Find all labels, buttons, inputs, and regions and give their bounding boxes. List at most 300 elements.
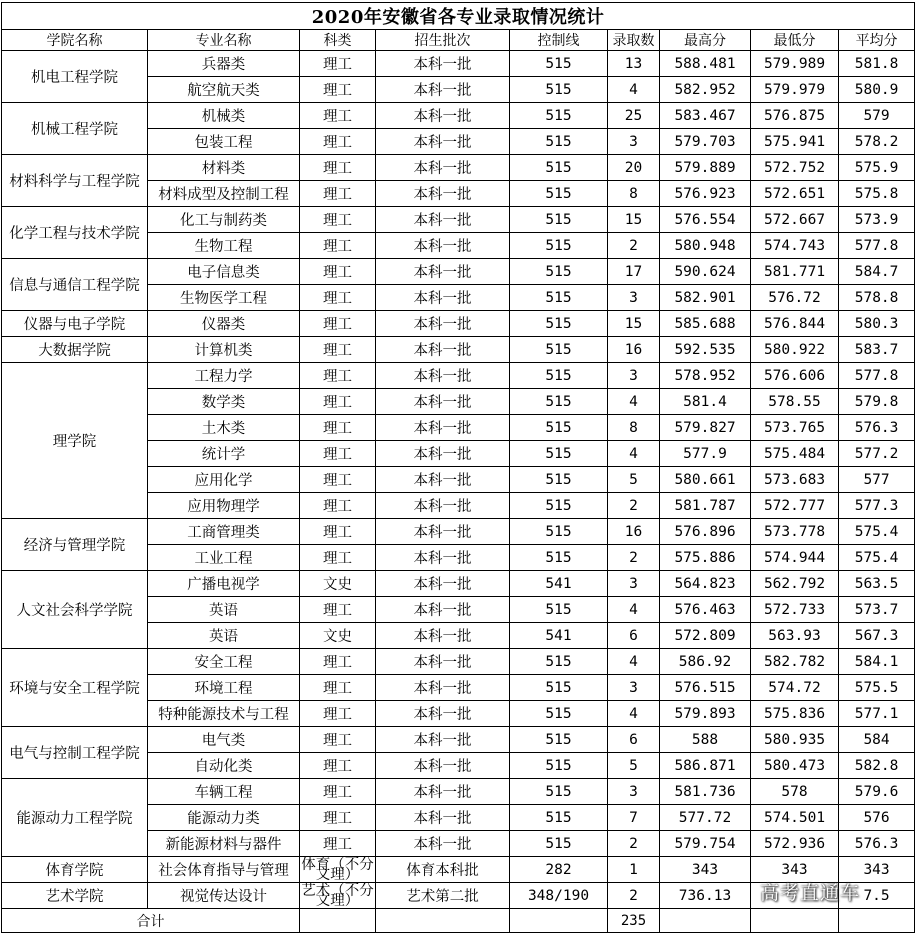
batch-cell: 本科一批 — [376, 545, 510, 571]
major-cell: 电气类 — [148, 727, 300, 753]
batch-cell: 本科一批 — [376, 259, 510, 285]
empty-cell — [660, 909, 751, 933]
min-score-cell: 562.792 — [751, 571, 839, 597]
admitted-count-cell: 4 — [608, 389, 660, 415]
avg-score-cell: 567.3 — [839, 623, 915, 649]
category-cell: 理工 — [300, 545, 376, 571]
control-line-cell: 515 — [510, 207, 608, 233]
min-score-cell: 574.72 — [751, 675, 839, 701]
batch-cell: 本科一批 — [376, 311, 510, 337]
min-score-cell: 576.875 — [751, 103, 839, 129]
table-row — [2, 51, 915, 77]
table-row — [2, 155, 915, 181]
college-cell: 材料科学与工程学院 — [2, 155, 148, 207]
control-line-cell: 515 — [510, 701, 608, 727]
min-score-cell: 576.844 — [751, 311, 839, 337]
batch-cell: 本科一批 — [376, 181, 510, 207]
admitted-count-cell: 25 — [608, 103, 660, 129]
batch-cell: 艺术第二批 — [376, 883, 510, 909]
table-row — [2, 649, 915, 675]
avg-score-cell: 577.1 — [839, 701, 915, 727]
batch-cell: 本科一批 — [376, 493, 510, 519]
control-line-cell: 515 — [510, 389, 608, 415]
major-cell: 英语 — [148, 623, 300, 649]
max-score-cell: 586.871 — [660, 753, 751, 779]
min-score-cell: 572.733 — [751, 597, 839, 623]
avg-score-cell: 578.2 — [839, 129, 915, 155]
avg-score-cell: 580.3 — [839, 311, 915, 337]
major-cell: 应用物理学 — [148, 493, 300, 519]
category-cell: 理工 — [300, 337, 376, 363]
category-cell: 理工 — [300, 467, 376, 493]
min-score-cell: 576.606 — [751, 363, 839, 389]
control-line-cell: 515 — [510, 675, 608, 701]
control-line-cell: 515 — [510, 129, 608, 155]
college-cell: 大数据学院 — [2, 337, 148, 363]
admitted-count-cell: 17 — [608, 259, 660, 285]
admitted-count-cell: 3 — [608, 129, 660, 155]
avg-score-cell: 583.7 — [839, 337, 915, 363]
control-line-cell: 515 — [510, 363, 608, 389]
min-score-cell: 573.683 — [751, 467, 839, 493]
min-score-cell: 580.935 — [751, 727, 839, 753]
max-score-cell: 588 — [660, 727, 751, 753]
avg-score-cell: 579 — [839, 103, 915, 129]
max-score-cell: 585.688 — [660, 311, 751, 337]
max-score-cell: 343 — [660, 857, 751, 883]
max-score-cell: 572.809 — [660, 623, 751, 649]
admitted-count-cell: 7 — [608, 805, 660, 831]
control-line-cell: 541 — [510, 623, 608, 649]
max-score-cell: 577.9 — [660, 441, 751, 467]
column-header: 控制线 — [510, 30, 608, 51]
college-cell: 人文社会科学学院 — [2, 571, 148, 649]
admitted-count-cell: 6 — [608, 727, 660, 753]
table-row — [2, 519, 915, 545]
category-cell: 理工 — [300, 805, 376, 831]
avg-score-cell: 576.3 — [839, 415, 915, 441]
category-cell: 理工 — [300, 259, 376, 285]
admitted-count-cell: 4 — [608, 597, 660, 623]
batch-cell: 本科一批 — [376, 207, 510, 233]
admitted-count-cell: 5 — [608, 753, 660, 779]
min-score-cell: 574.743 — [751, 233, 839, 259]
category-cell: 理工 — [300, 207, 376, 233]
admitted-count-cell: 4 — [608, 441, 660, 467]
column-header: 招生批次 — [376, 30, 510, 51]
min-score-cell: 572.777 — [751, 493, 839, 519]
admitted-count-cell: 15 — [608, 207, 660, 233]
avg-score-cell: 579.8 — [839, 389, 915, 415]
admitted-count-cell: 8 — [608, 181, 660, 207]
category-cell: 理工 — [300, 181, 376, 207]
college-cell: 机械工程学院 — [2, 103, 148, 155]
table-row — [2, 103, 915, 129]
min-score-cell: 580.922 — [751, 337, 839, 363]
batch-cell: 本科一批 — [376, 415, 510, 441]
major-cell: 能源动力类 — [148, 805, 300, 831]
control-line-cell: 515 — [510, 103, 608, 129]
major-cell: 包装工程 — [148, 129, 300, 155]
avg-score-cell: 579.6 — [839, 779, 915, 805]
control-line-cell: 515 — [510, 805, 608, 831]
avg-score-cell: 573.7 — [839, 597, 915, 623]
batch-cell: 本科一批 — [376, 779, 510, 805]
admitted-count-cell: 3 — [608, 779, 660, 805]
table-row — [2, 337, 915, 363]
page-title: 2020年安徽省各专业录取情况统计 — [2, 3, 915, 30]
category-cell: 理工 — [300, 727, 376, 753]
control-line-cell: 515 — [510, 155, 608, 181]
empty-cell — [751, 909, 839, 933]
college-cell: 能源动力工程学院 — [2, 779, 148, 857]
major-cell: 安全工程 — [148, 649, 300, 675]
admitted-count-cell: 20 — [608, 155, 660, 181]
control-line-cell: 515 — [510, 285, 608, 311]
college-cell: 环境与安全工程学院 — [2, 649, 148, 727]
min-score-cell: 563.93 — [751, 623, 839, 649]
min-score-cell: 575.941 — [751, 129, 839, 155]
category-cell: 理工 — [300, 155, 376, 181]
table-row — [2, 727, 915, 753]
major-cell: 工程力学 — [148, 363, 300, 389]
major-cell: 工商管理类 — [148, 519, 300, 545]
max-score-cell: 582.952 — [660, 77, 751, 103]
admitted-count-cell: 15 — [608, 311, 660, 337]
table-row — [2, 259, 915, 285]
control-line-cell: 515 — [510, 311, 608, 337]
category-cell: 艺术（不分文理） — [301, 882, 374, 909]
major-cell: 自动化类 — [148, 753, 300, 779]
college-cell: 信息与通信工程学院 — [2, 259, 148, 311]
major-cell: 英语 — [148, 597, 300, 623]
batch-cell: 本科一批 — [376, 571, 510, 597]
category-cell: 理工 — [300, 441, 376, 467]
major-cell: 电子信息类 — [148, 259, 300, 285]
max-score-cell: 736.13 — [660, 883, 751, 909]
batch-cell: 本科一批 — [376, 623, 510, 649]
avg-score-cell: 575.4 — [839, 545, 915, 571]
major-cell: 生物医学工程 — [148, 285, 300, 311]
category-cell: 理工 — [300, 103, 376, 129]
batch-cell: 本科一批 — [376, 103, 510, 129]
max-score-cell: 576.896 — [660, 519, 751, 545]
empty-cell — [839, 909, 915, 933]
batch-cell: 本科一批 — [376, 701, 510, 727]
table-row — [2, 363, 915, 389]
control-line-cell: 515 — [510, 77, 608, 103]
batch-cell: 本科一批 — [376, 597, 510, 623]
category-cell: 理工 — [300, 415, 376, 441]
control-line-cell: 515 — [510, 649, 608, 675]
batch-cell: 本科一批 — [376, 467, 510, 493]
batch-cell: 本科一批 — [376, 805, 510, 831]
control-line-cell: 282 — [510, 857, 608, 883]
avg-score-cell: 576.3 — [839, 831, 915, 857]
control-line-cell: 515 — [510, 493, 608, 519]
column-header: 学院名称 — [2, 30, 148, 51]
admitted-count-cell: 4 — [608, 77, 660, 103]
max-score-cell: 582.901 — [660, 285, 751, 311]
category-cell: 理工 — [300, 51, 376, 77]
avg-score-cell: 343 — [839, 857, 915, 883]
category-cell: 理工 — [300, 363, 376, 389]
avg-score-cell: 575.4 — [839, 519, 915, 545]
category-cell: 理工 — [300, 649, 376, 675]
control-line-cell: 515 — [510, 181, 608, 207]
category-cell: 理工 — [300, 831, 376, 857]
major-cell: 生物工程 — [148, 233, 300, 259]
min-score-cell: 579.989 — [751, 51, 839, 77]
table-row — [2, 311, 915, 337]
max-score-cell: 576.554 — [660, 207, 751, 233]
major-cell: 工业工程 — [148, 545, 300, 571]
admitted-count-cell: 5 — [608, 467, 660, 493]
category-cell: 理工 — [300, 311, 376, 337]
max-score-cell: 564.823 — [660, 571, 751, 597]
major-cell: 兵器类 — [148, 51, 300, 77]
table-row — [2, 207, 915, 233]
admitted-count-cell: 2 — [608, 545, 660, 571]
batch-cell: 本科一批 — [376, 649, 510, 675]
admitted-count-cell: 2 — [608, 831, 660, 857]
major-cell: 社会体育指导与管理 — [148, 857, 300, 883]
avg-score-cell: 7.5 — [839, 883, 915, 909]
max-score-cell: 580.661 — [660, 467, 751, 493]
max-score-cell: 579.889 — [660, 155, 751, 181]
min-score-cell: 572.936 — [751, 831, 839, 857]
avg-score-cell: 577 — [839, 467, 915, 493]
avg-score-cell: 575.5 — [839, 675, 915, 701]
min-score-cell: 579.979 — [751, 77, 839, 103]
avg-score-cell: 573.9 — [839, 207, 915, 233]
batch-cell: 本科一批 — [376, 285, 510, 311]
major-cell: 环境工程 — [148, 675, 300, 701]
control-line-cell: 515 — [510, 727, 608, 753]
max-score-cell: 579.754 — [660, 831, 751, 857]
header-row — [2, 30, 915, 51]
category-cell: 理工 — [300, 753, 376, 779]
major-cell: 应用化学 — [148, 467, 300, 493]
batch-cell: 本科一批 — [376, 155, 510, 181]
admitted-count-cell: 16 — [608, 519, 660, 545]
min-score-cell: 343 — [751, 857, 839, 883]
admitted-count-cell: 3 — [608, 363, 660, 389]
batch-cell: 本科一批 — [376, 337, 510, 363]
admitted-count-cell: 2 — [608, 493, 660, 519]
max-score-cell: 575.886 — [660, 545, 751, 571]
category-cell: 理工 — [300, 389, 376, 415]
column-header: 最低分 — [751, 30, 839, 51]
major-cell: 车辆工程 — [148, 779, 300, 805]
admitted-count-cell: 16 — [608, 337, 660, 363]
control-line-cell: 348/190 — [510, 883, 608, 909]
admitted-count-cell: 4 — [608, 649, 660, 675]
category-cell: 理工 — [300, 701, 376, 727]
major-cell: 新能源材料与器件 — [148, 831, 300, 857]
table-row — [2, 571, 915, 597]
min-score-cell: 572.667 — [751, 207, 839, 233]
empty-cell — [300, 909, 376, 933]
avg-score-cell: 582.8 — [839, 753, 915, 779]
category-cell: 理工 — [300, 129, 376, 155]
max-score-cell: 577.72 — [660, 805, 751, 831]
avg-score-cell: 584.7 — [839, 259, 915, 285]
batch-cell: 本科一批 — [376, 389, 510, 415]
batch-cell: 本科一批 — [376, 129, 510, 155]
min-score-cell: 582.782 — [751, 649, 839, 675]
major-cell: 仪器类 — [148, 311, 300, 337]
category-cell: 文史 — [300, 571, 376, 597]
control-line-cell: 515 — [510, 753, 608, 779]
control-line-cell: 515 — [510, 233, 608, 259]
major-cell: 航空航天类 — [148, 77, 300, 103]
batch-cell: 本科一批 — [376, 753, 510, 779]
major-cell: 特种能源技术与工程 — [148, 701, 300, 727]
admitted-count-cell: 1 — [608, 857, 660, 883]
admitted-count-cell: 3 — [608, 285, 660, 311]
college-cell: 电气与控制工程学院 — [2, 727, 148, 779]
major-cell: 材料类 — [148, 155, 300, 181]
min-score-cell: 580.473 — [751, 753, 839, 779]
max-score-cell: 588.481 — [660, 51, 751, 77]
batch-cell: 本科一批 — [376, 727, 510, 753]
empty-cell — [510, 909, 608, 933]
max-score-cell: 590.624 — [660, 259, 751, 285]
major-cell: 机械类 — [148, 103, 300, 129]
max-score-cell: 592.535 — [660, 337, 751, 363]
max-score-cell: 586.92 — [660, 649, 751, 675]
major-cell: 土木类 — [148, 415, 300, 441]
college-cell: 仪器与电子学院 — [2, 311, 148, 337]
min-score-cell: 572.651 — [751, 181, 839, 207]
category-cell: 理工 — [300, 493, 376, 519]
batch-cell: 本科一批 — [376, 233, 510, 259]
empty-cell — [376, 909, 510, 933]
control-line-cell: 515 — [510, 441, 608, 467]
min-score-cell: 574.501 — [751, 805, 839, 831]
category-cell: 文史 — [300, 623, 376, 649]
table-row — [2, 779, 915, 805]
admitted-count-cell: 4 — [608, 701, 660, 727]
college-cell: 艺术学院 — [2, 883, 148, 909]
admitted-count-cell: 6 — [608, 623, 660, 649]
college-cell: 机电工程学院 — [2, 51, 148, 103]
major-cell: 视觉传达设计 — [148, 883, 300, 909]
college-cell: 化学工程与技术学院 — [2, 207, 148, 259]
avg-score-cell: 578.8 — [839, 285, 915, 311]
max-score-cell: 576.463 — [660, 597, 751, 623]
min-score-cell: 574.944 — [751, 545, 839, 571]
admitted-count-cell: 3 — [608, 675, 660, 701]
category-cell: 理工 — [300, 285, 376, 311]
max-score-cell: 580.948 — [660, 233, 751, 259]
category-cell: 理工 — [300, 233, 376, 259]
college-cell: 理学院 — [2, 363, 148, 519]
avg-score-cell: 581.8 — [839, 51, 915, 77]
column-header: 最高分 — [660, 30, 751, 51]
min-score-cell: 581.771 — [751, 259, 839, 285]
control-line-cell: 515 — [510, 545, 608, 571]
category-cell: 理工 — [300, 77, 376, 103]
min-score-cell: 575.836 — [751, 701, 839, 727]
max-score-cell: 576.515 — [660, 675, 751, 701]
avg-score-cell: 575.8 — [839, 181, 915, 207]
control-line-cell: 515 — [510, 779, 608, 805]
admission-table — [1, 2, 915, 933]
category-cell: 理工 — [300, 675, 376, 701]
max-score-cell: 581.736 — [660, 779, 751, 805]
category-cell: 理工 — [300, 597, 376, 623]
major-cell: 化工与制药类 — [148, 207, 300, 233]
control-line-cell: 541 — [510, 571, 608, 597]
max-score-cell: 579.827 — [660, 415, 751, 441]
control-line-cell: 515 — [510, 467, 608, 493]
major-cell: 数学类 — [148, 389, 300, 415]
avg-score-cell: 577.2 — [839, 441, 915, 467]
column-header: 平均分 — [839, 30, 915, 51]
min-score-cell: 576.72 — [751, 285, 839, 311]
column-header: 科类 — [300, 30, 376, 51]
min-score-cell: 573.778 — [751, 519, 839, 545]
control-line-cell: 515 — [510, 51, 608, 77]
batch-cell: 本科一批 — [376, 51, 510, 77]
category-cell: 理工 — [300, 779, 376, 805]
control-line-cell: 515 — [510, 831, 608, 857]
total-row — [2, 909, 915, 933]
max-score-cell: 576.923 — [660, 181, 751, 207]
max-score-cell: 579.893 — [660, 701, 751, 727]
watermark: 高考直通车 — [760, 882, 861, 904]
college-cell: 体育学院 — [2, 857, 148, 883]
avg-score-cell: 577.8 — [839, 363, 915, 389]
avg-score-cell: 577.8 — [839, 233, 915, 259]
batch-cell: 本科一批 — [376, 363, 510, 389]
max-score-cell: 578.952 — [660, 363, 751, 389]
avg-score-cell: 584 — [839, 727, 915, 753]
major-cell: 材料成型及控制工程 — [148, 181, 300, 207]
min-score-cell: 573.765 — [751, 415, 839, 441]
avg-score-cell: 580.9 — [839, 77, 915, 103]
major-cell: 统计学 — [148, 441, 300, 467]
min-score-cell: 575.484 — [751, 441, 839, 467]
control-line-cell: 515 — [510, 415, 608, 441]
max-score-cell: 579.703 — [660, 129, 751, 155]
batch-cell: 本科一批 — [376, 519, 510, 545]
max-score-cell: 581.4 — [660, 389, 751, 415]
admitted-count-cell: 8 — [608, 415, 660, 441]
column-header: 专业名称 — [148, 30, 300, 51]
category-cell: 体育（不分文理） — [301, 856, 374, 883]
batch-cell: 体育本科批 — [376, 857, 510, 883]
batch-cell: 本科一批 — [376, 675, 510, 701]
major-cell: 计算机类 — [148, 337, 300, 363]
avg-score-cell: 576 — [839, 805, 915, 831]
total-count: 235 — [608, 909, 660, 933]
avg-score-cell: 577.3 — [839, 493, 915, 519]
max-score-cell: 581.787 — [660, 493, 751, 519]
min-score-cell: 572.752 — [751, 155, 839, 181]
control-line-cell: 515 — [510, 259, 608, 285]
max-score-cell: 583.467 — [660, 103, 751, 129]
admitted-count-cell: 3 — [608, 571, 660, 597]
control-line-cell: 515 — [510, 337, 608, 363]
min-score-cell: 578 — [751, 779, 839, 805]
admitted-count-cell: 13 — [608, 51, 660, 77]
batch-cell: 本科一批 — [376, 441, 510, 467]
major-cell: 广播电视学 — [148, 571, 300, 597]
category-cell: 理工 — [300, 519, 376, 545]
